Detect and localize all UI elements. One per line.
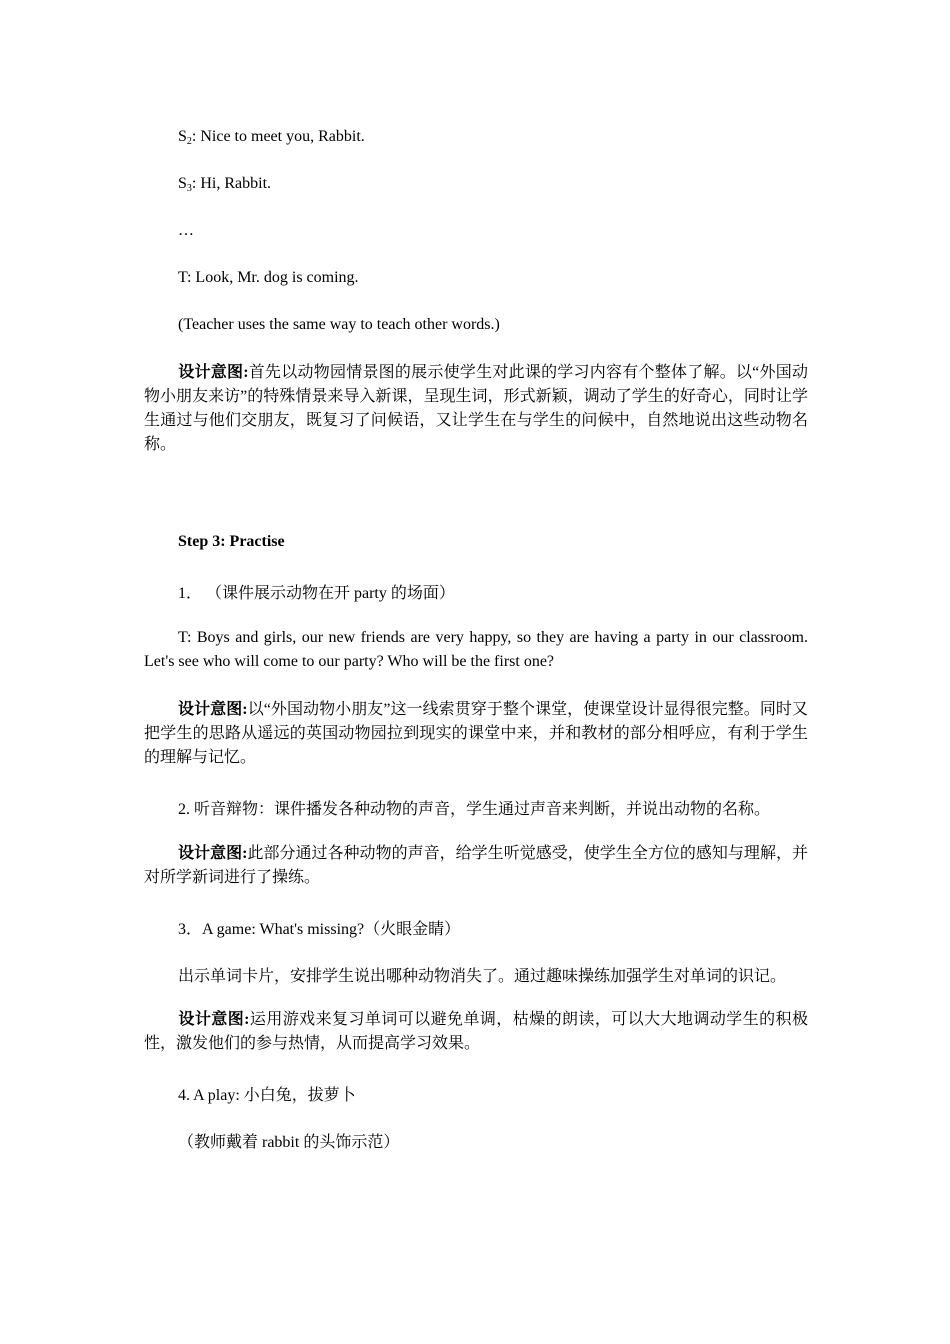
practice-item-1: 1． （课件展示动物在开 party 的场面）	[178, 585, 455, 602]
speaker-subscript: 2	[186, 136, 192, 147]
dialogue-ellipsis: …	[178, 222, 194, 239]
speaker-label: S	[178, 175, 187, 192]
dialogue-s3	[178, 175, 271, 193]
step3-heading: Step 3: Practise	[178, 533, 285, 550]
teacher-line: T: Look, Mr. dog is coming.	[178, 269, 359, 286]
design-intent-4	[144, 1008, 808, 1056]
design-intent-text: 首先以动物园情景图的展示使学生对此课的学习内容有个整体了解。以“外国动物小朋友来访”的特殊情景来导入新课，呈现生词，形式新颖，调动了学生的好奇心，同时让学生通过与他们交朋友，既复习了问候语，又让学生在与学生的问候中，自然地说出这些动物名称。	[144, 364, 808, 453]
design-intent-label: 设计意图:	[178, 364, 249, 381]
teacher-prompt-text: T: Boys and girls, our new friends are very happy, so they are having a party in our classroom. Let's see who will come to our party? Who will be the first one?	[144, 629, 808, 670]
design-intent-label: 设计意图:	[178, 1011, 250, 1028]
speaker-subscript: 3	[186, 183, 192, 194]
practice-item-4-note: （教师戴着 rabbit 的头饰示范）	[178, 1134, 400, 1151]
teacher-prompt	[144, 626, 808, 674]
speaker-label: S	[178, 128, 187, 145]
practice-item-2: 2. 听音辩物：课件播发各种动物的声音，学生通过声音来判断，并说出动物的名称。	[178, 801, 771, 818]
design-intent-text: 此部分通过各种动物的声音，给学生听觉感受，使学生全方位的感知与理解，并对所学新词进行了操练。	[144, 845, 808, 886]
design-intent-text: 以“外国动物小朋友”这一线索贯穿于整个课堂，使课堂设计显得很完整。同时又把学生的思路从遥远的英国动物园拉到现实的课堂中来，并和教材的部分相呼应，有利于学生的理解与记忆。	[144, 701, 808, 766]
design-intent-3	[144, 842, 808, 890]
dialogue-text: : Hi, Rabbit.	[191, 175, 272, 192]
practice-item-4: 4. A play: 小白兔，拔萝卜	[178, 1087, 356, 1104]
design-intent-text: 运用游戏来复习单词可以避免单调，枯燥的朗读，可以大大地调动学生的积极性，激发他们的参与热情，从而提高学习效果。	[144, 1011, 808, 1052]
design-intent-label: 设计意图:	[178, 845, 248, 862]
teaching-note: (Teacher uses the same way to teach other words.)	[178, 316, 500, 333]
design-intent-2	[144, 698, 808, 770]
practice-item-3-desc: 出示单词卡片，安排学生说出哪种动物消失了。通过趣味操练加强学生对单词的识记。	[178, 968, 787, 985]
design-intent-label: 设计意图:	[178, 701, 248, 718]
design-intent-1	[144, 361, 808, 457]
dialogue-s2	[178, 128, 365, 146]
practice-item-3: 3．A game: What's missing?（火眼金睛）	[178, 921, 461, 938]
dialogue-text: : Nice to meet you, Rabbit.	[191, 128, 365, 145]
